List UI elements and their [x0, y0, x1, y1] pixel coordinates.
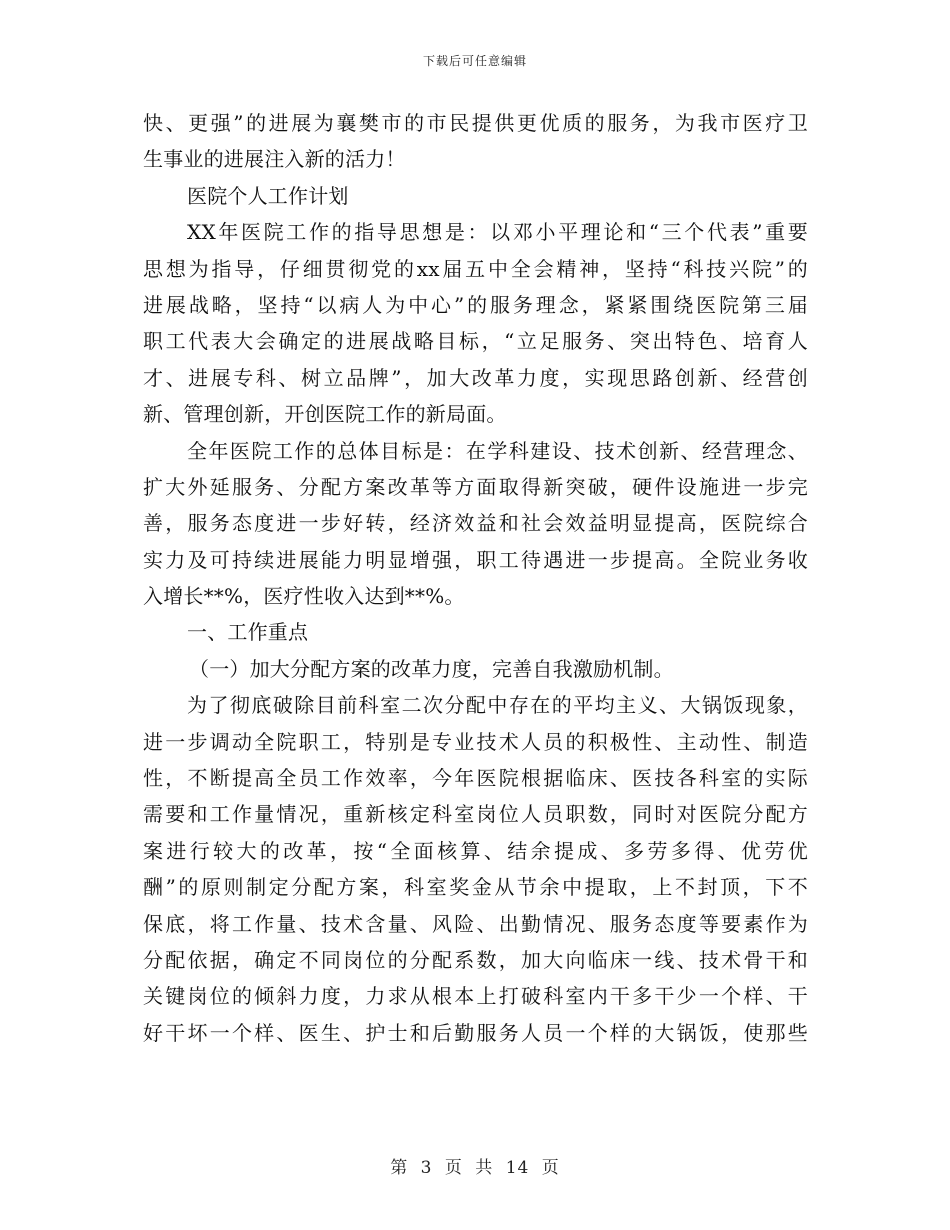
text-line: 好干坏一个样、医生、护士和后勤服务人员一个样的大锅饭，使那些	[143, 1020, 808, 1045]
text-line: 需要和工作量情况，重新核定科室岗位人员职数，同时对医院分配方	[143, 802, 808, 827]
document-body	[143, 105, 808, 1051]
text-line: 进一步调动全院职工，特别是专业技术人员的积极性、主动性、制造	[143, 729, 808, 754]
text-line: （一）加大分配方案的改革力度，完善自我激励机制。	[189, 656, 674, 681]
page-header: 下载后可任意编辑	[422, 54, 527, 68]
text-line: 关键岗位的倾斜力度，力求从根本上打破科室内干多干少一个样、干	[143, 984, 808, 1009]
text-line: 职工代表大会确定的进展战略目标，“立足服务、突出特色、培育人	[143, 329, 808, 354]
text-line: 性，不断提高全员工作效率，今年医院根据临床、医技各科室的实际	[143, 766, 808, 791]
text-line: 才、进展专科、树立品牌”，加大改革力度，实现思路创新、经营创	[143, 365, 808, 390]
text-line: 快、更强”的进展为襄樊市的市民提供更优质的服务，为我市医疗卫	[143, 111, 808, 135]
text-line: 酬”的原则制定分配方案，科室奖金从节余中提取，上不封顶，下不	[143, 875, 808, 900]
text-line: 案进行较大的改革，按“全面核算、结余提成、多劳多得、优劳优	[143, 838, 808, 863]
text-line: 分配依据，确定不同岗位的分配系数，加大向临床一线、技术骨干和	[143, 947, 808, 972]
text-line: 善，服务态度进一步好转，经济效益和社会效益明显提高，医院综合	[143, 511, 808, 536]
text-line: 新、管理创新，开创医院工作的新局面。	[143, 402, 507, 427]
text-line: 医院个人工作计划	[187, 183, 349, 208]
text-line: 全年医院工作的总体目标是：在学科建设、技术创新、经营理念、	[187, 438, 808, 463]
text-line: 实力及可持续进展能力明显增强，职工待遇进一步提高。全院业务收	[143, 547, 808, 572]
text-line: 入增长**%，医疗性收入达到**%。	[143, 584, 465, 609]
text-line: 扩大外延服务、分配方案改革等方面取得新突破，硬件设施进一步完	[143, 474, 808, 499]
text-line: 进展战略，坚持“以病人为中心”的服务理念，紧紧围绕医院第三届	[143, 292, 808, 317]
text-line: 保底，将工作量、技术含量、风险、出勤情况、服务态度等要素作为	[143, 911, 808, 936]
text-line: XX年医院工作的指导思想是：以邓小平理论和“三个代表”重要	[187, 220, 808, 245]
text-line: 为了彻底破除目前科室二次分配中存在的平均主义、大锅饭现象，	[187, 693, 808, 718]
text-line: 思想为指导，仔细贯彻党的xx届五中全会精神，坚持“科技兴院”的	[143, 256, 808, 281]
text-line: 生事业的进展注入新的活力！	[143, 147, 406, 172]
text-line: 一、工作重点	[187, 620, 309, 645]
page-footer: 第 3 页 共 14 页	[390, 1158, 560, 1178]
